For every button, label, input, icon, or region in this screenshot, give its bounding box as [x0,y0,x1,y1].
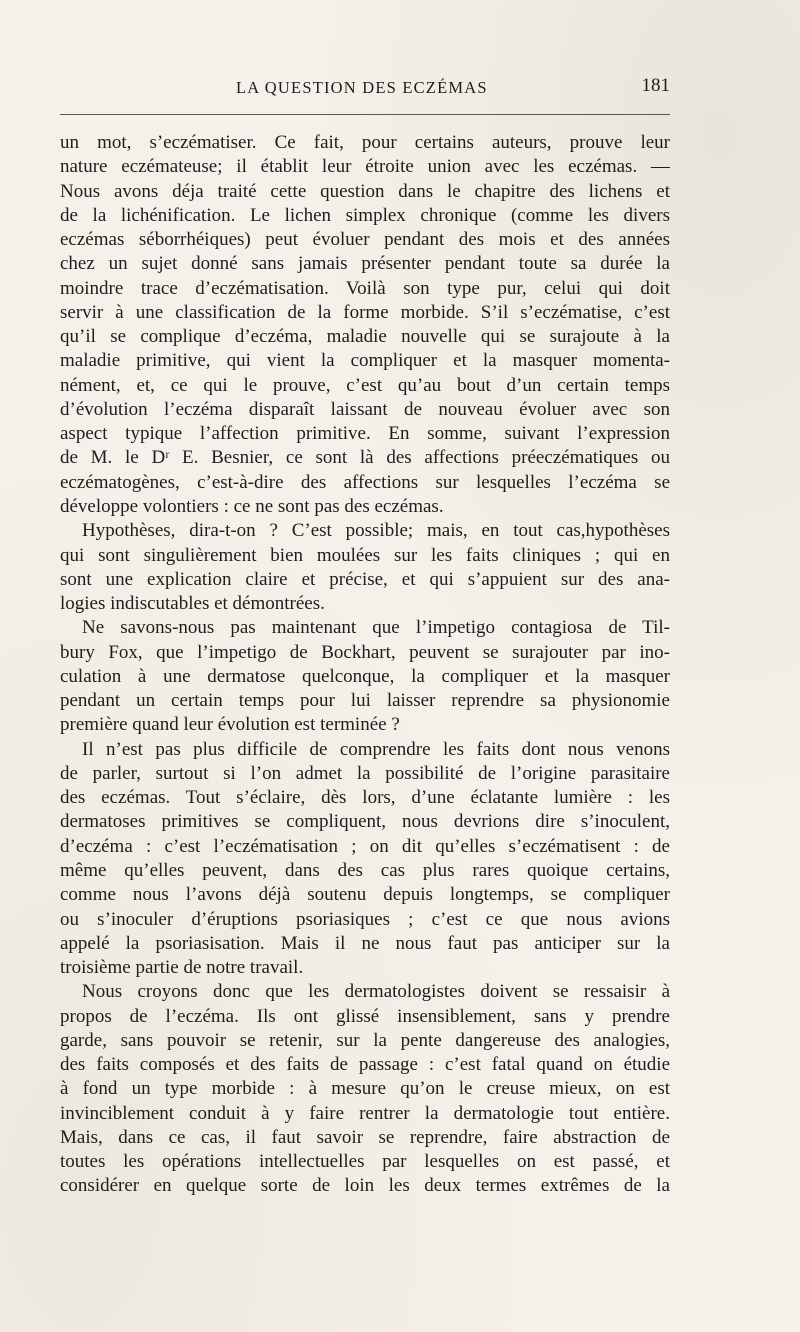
text-line: appelé la psoriasisation. Mais il ne nous faut pas anticiper sur la [60,932,670,954]
text-line: de M. le Dʳ E. Besnier, ce sont là des affections préeczématiques ou [60,447,670,469]
text-line: développe volontiers : ce ne sont pas des eczémas. [60,495,444,517]
text-line: un mot, s’eczématiser. Ce fait, pour certains auteurs, prouve leur [60,132,670,153]
header-rule [60,114,670,115]
text-line: troisième partie de notre travail. [60,957,304,979]
text-line: dermatoses primitives se compliquent, nous devrions dire s’inoculent, [60,811,670,833]
text-line: des eczémas. Tout s’éclaire, dès lors, d’une éclatante lumière : les [60,787,670,809]
text-line: propos de l’eczéma. Ils ont glissé insensiblement, sans y prendre [60,1005,670,1027]
page-number: 181 [641,75,670,96]
text-line: eczémas séborrhéiques) peut évoluer pendant des mois et des années [60,229,670,251]
text-line: maladie primitive, qui vient la compliquer et la masquer momenta- [60,350,670,372]
running-title: LA QUESTION DES ECZÉMAS [236,78,488,97]
text-line: nément, et, ce qui le prouve, c’est qu’au bout d’un certain temps [60,374,670,396]
text-line: Nous avons déja traité cette question dans le chapitre des lichens et [60,180,670,202]
text-line: chez un sujet donné sans jamais présenter pendant toute sa durée la [60,253,670,275]
text-line: d’évolution l’eczéma disparaît laissant de nouveau évoluer avec son [60,398,670,420]
text-line: même qu’elles peuvent, dans des cas plus rares quoique certains, [60,859,670,881]
body-text [60,131,670,1199]
text-line: servir à une classification de la forme morbide. S’il s’eczématise, c’est [60,301,670,323]
text-line: garde, sans pouvoir se retenir, sur la pente dangereuse des analogies, [60,1029,670,1051]
text-line: Il n’est pas plus difficile de comprendre les faits dont nous venons [82,738,670,760]
text-line: Nous croyons donc que les dermatologistes doivent se ressaisir à [82,981,670,1003]
text-line: d’eczéma : c’est l’eczématisation ; on dit qu’elles s’eczématisent : de [60,835,670,857]
text-line: invinciblement conduit à y faire rentrer la dermatologie tout entière. [60,1102,670,1124]
text-line: ou s’inoculer d’éruptions psoriasiques ; c’est ce que nous avions [60,908,670,930]
text-line: bury Fox, que l’impetigo de Bockhart, peuvent se surajouter par ino- [60,641,670,663]
text-line: aspect typique l’affection primitive. En somme, suivant l’expression [60,423,670,445]
text-line: qu’il se complique d’eczéma, maladie nouvelle qui se surajoute à la [60,326,670,348]
text-line: eczématogènes, c’est-à-dire des affections sur lesquelles l’eczéma se [60,471,670,493]
text-line: toutes les opérations intellectuelles par lesquelles on est passé, et [60,1151,670,1173]
text-line: considérer en quelque sorte de loin les deux termes extrêmes de la [60,1175,670,1197]
text-line: sont une explication claire et précise, et qui s’appuient sur des ana- [60,568,670,590]
text-line: pendant un certain temps pour lui laisser reprendre sa physionomie [60,690,670,712]
running-head [60,72,670,104]
text-line: des faits composés et des faits de passage : c’est fatal quand on étudie [60,1054,670,1076]
text-line: Ne savons-nous pas maintenant que l’impetigo contagiosa de Til- [82,617,670,639]
text-line: nature eczémateuse; il établit leur étroite union avec les eczémas. — [60,156,670,178]
text-line: à fond un type morbide : à mesure qu’on le creuse mieux, on est [60,1078,670,1100]
text-line: logies indiscutables et démontrées. [60,593,325,615]
text-line: de la lichénification. Le lichen simplex chronique (comme les divers [60,204,670,226]
text-line: première quand leur évolution est terminée ? [60,714,400,736]
text-line: de parler, surtout si l’on admet la possibilité de l’origine parasitaire [60,762,670,784]
text-line: Mais, dans ce cas, il faut savoir se reprendre, faire abstraction de [60,1126,670,1148]
text-line: qui sont singulièrement bien moulées sur les faits cliniques ; qui en [60,544,670,566]
text-line: Hypothèses, dira-t-on ? C’est possible; mais, en tout cas,hypothèses [82,520,670,542]
text-line: moindre trace d’eczématisation. Voilà son type pur, celui qui doit [60,277,670,299]
text-line: comme nous l’avons déjà soutenu depuis longtemps, se compliquer [60,884,670,906]
text-line: culation à une dermatose quelconque, la compliquer et la masquer [60,665,670,687]
